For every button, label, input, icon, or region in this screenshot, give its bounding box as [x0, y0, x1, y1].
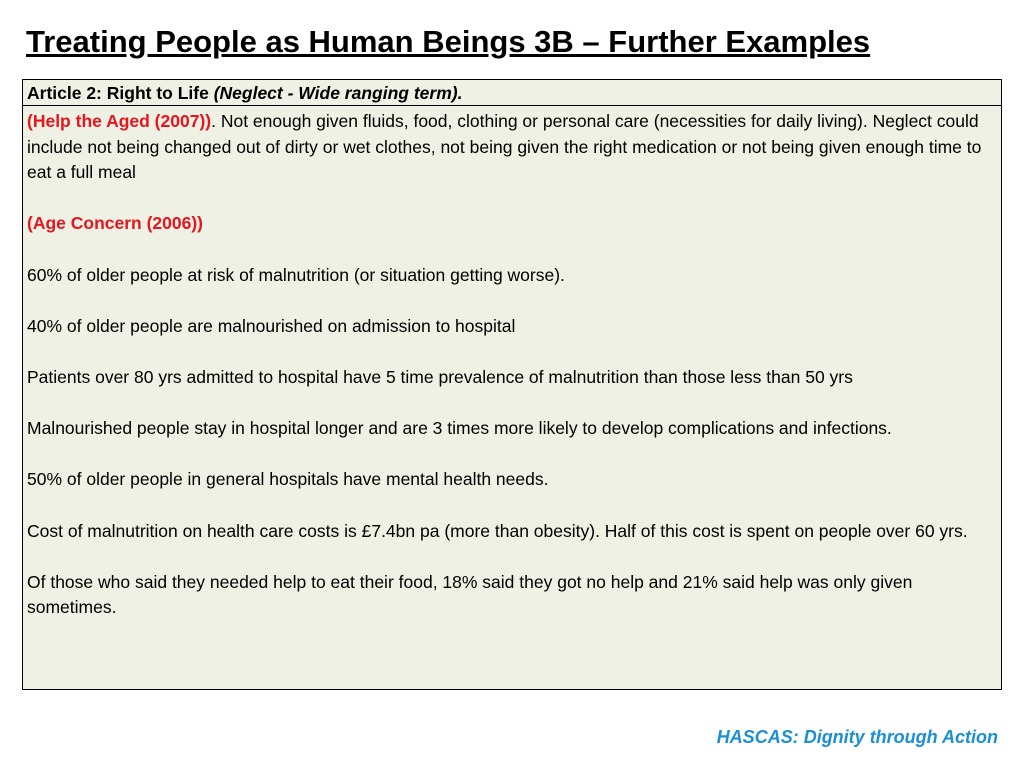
content-box — [22, 79, 1002, 690]
footer-tagline: HASCAS: Dignity through Action — [716, 727, 998, 747]
fact-paragraph: Cost of malnutrition on health care costs is £7.4bn pa (more than obesity). Half of this cost is spent on people over 60 yrs. — [27, 520, 968, 541]
fact-paragraph: 50% of older people in general hospitals have mental health needs. — [27, 469, 549, 490]
intro-paragraph — [27, 109, 997, 186]
source-citation: (Age Concern (2006)) — [27, 213, 204, 234]
box-header — [23, 80, 1001, 106]
source-citation: (Help the Aged (2007)) — [27, 111, 212, 131]
box-header-italic: (Neglect - Wide ranging term). — [213, 83, 463, 103]
page-title: Treating People as Human Beings 3B – Further Examples — [26, 24, 871, 59]
fact-paragraph: Of those who said they needed help to eat their food, 18% said they got no help and 21% said help was only given sometimes. — [27, 571, 913, 618]
fact-paragraph: Malnourished people stay in hospital longer and are 3 times more likely to develop complications and infections. — [27, 418, 892, 439]
intro-text: . Not enough given fluids, food, clothing or personal care (necessities for daily living). Neglect could include not being changed out of dirty or wet clothes, not being given the right medication or not being given enough time to eat a full meal — [27, 111, 982, 183]
fact-paragraph: Patients over 80 yrs admitted to hospital have 5 time prevalence of malnutrition than those less than 50 yrs — [27, 366, 853, 387]
fact-paragraph: 40% of older people are malnourished on admission to hospital — [27, 315, 516, 336]
box-header-main: Article 2: Right to Life — [27, 83, 209, 103]
second-source-paragraph — [27, 211, 997, 237]
box-body — [23, 106, 1001, 621]
fact-paragraph: 60% of older people at risk of malnutrition (or situation getting worse). — [27, 264, 565, 285]
